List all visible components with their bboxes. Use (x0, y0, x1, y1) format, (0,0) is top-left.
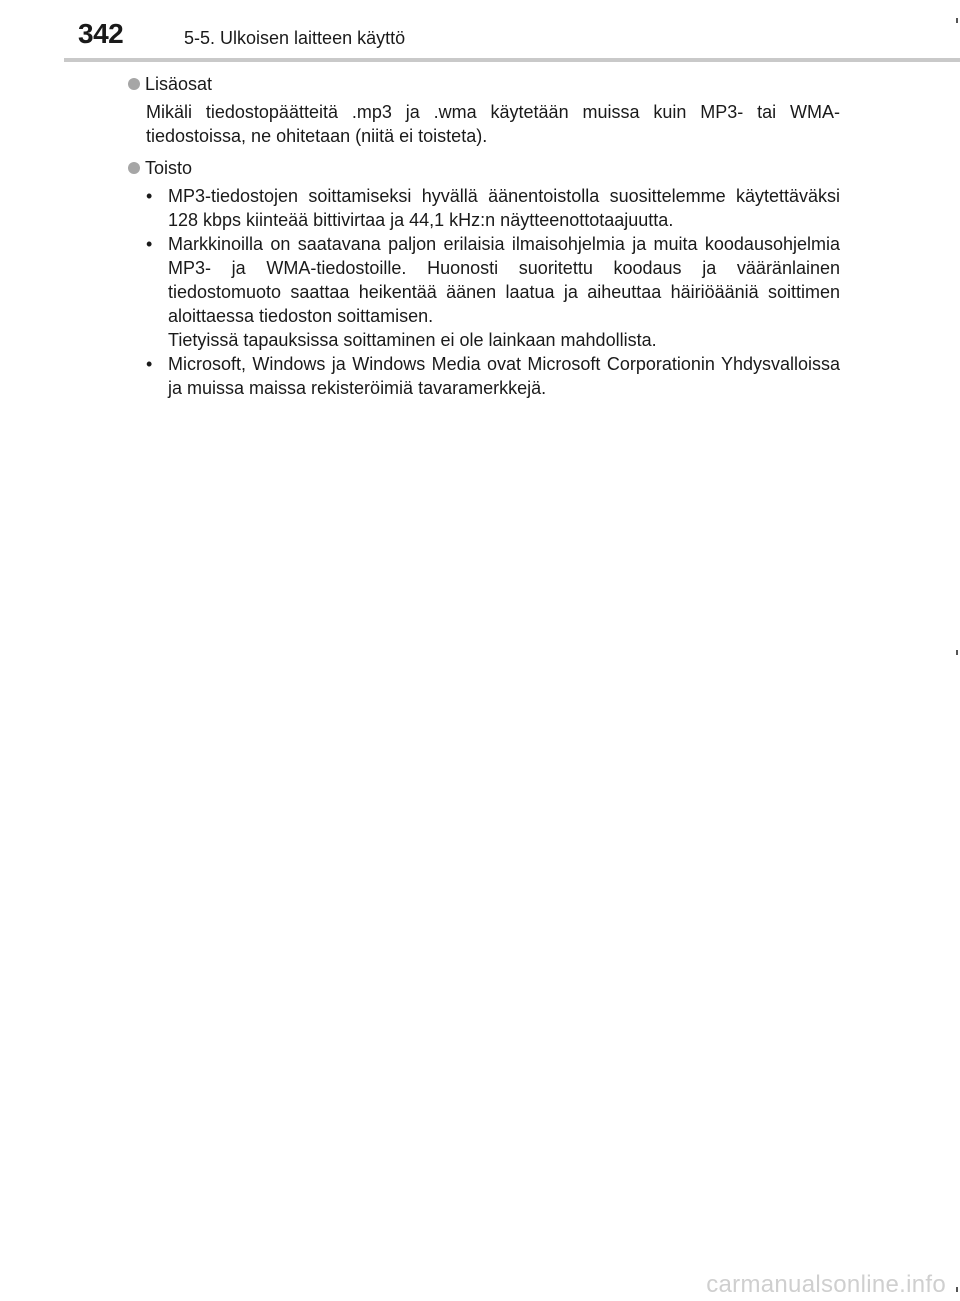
section-heading (128, 72, 840, 96)
section-lisaosat (128, 72, 840, 148)
list-item-text: • Microsoft, Windows ja Windows Media ovat Microsoft Corporationin Yhdysvalloissa ja muissa maissa rekisteröimiä tavaramerkkejä. (168, 354, 840, 398)
bullet-list (128, 184, 840, 400)
circle-bullet-icon (128, 162, 140, 174)
list-item (146, 184, 840, 232)
list-item (146, 352, 840, 400)
circle-bullet-icon (128, 78, 140, 90)
crop-mark (956, 650, 958, 655)
list-item-text: • MP3-tiedostojen soittamiseksi hyvällä äänentoistolla suosittelemme käytettäväksi 128 kbps kiinteää bittivirtaa ja 44,1 kHz:n näytteenottotaajuutta. (168, 186, 840, 230)
section-paragraph: Mikäli tiedostopäätteitä .mp3 ja .wma käytetään muissa kuin MP3- tai WMA-tiedostoissa, ne ohitetaan (niitä ei toisteta). (146, 102, 840, 146)
list-item-extra-text: Tietyissä tapauksissa soittaminen ei ole lainkaan mahdollista. (168, 330, 657, 350)
header-rule (64, 58, 960, 62)
watermark: carmanualsonline.info (706, 1271, 946, 1298)
section-toisto (128, 156, 840, 400)
list-item-text: • Markkinoilla on saatavana paljon erilaisia ilmaisohjelmia ja muita koodausohjelmia MP3- ja WMA-tiedostoille. Huonosti suoritettu koodaus ja vääränlainen tiedostomuoto saattaa heikentää äänen laatua ja aiheuttaa häiriöääniä soittimen aloittaessa tiedoston soittamisen. (168, 234, 840, 326)
section-heading-text: Lisäosat (145, 74, 213, 94)
page-number: 342 (78, 18, 124, 49)
section-heading-text: Toisto (145, 158, 193, 178)
page-content (128, 72, 840, 408)
section-title: 5-5. Ulkoisen laitteen käyttö (184, 28, 406, 48)
section-heading (128, 156, 840, 180)
crop-mark (956, 1287, 958, 1292)
list-item (146, 232, 840, 352)
crop-mark (956, 18, 958, 23)
